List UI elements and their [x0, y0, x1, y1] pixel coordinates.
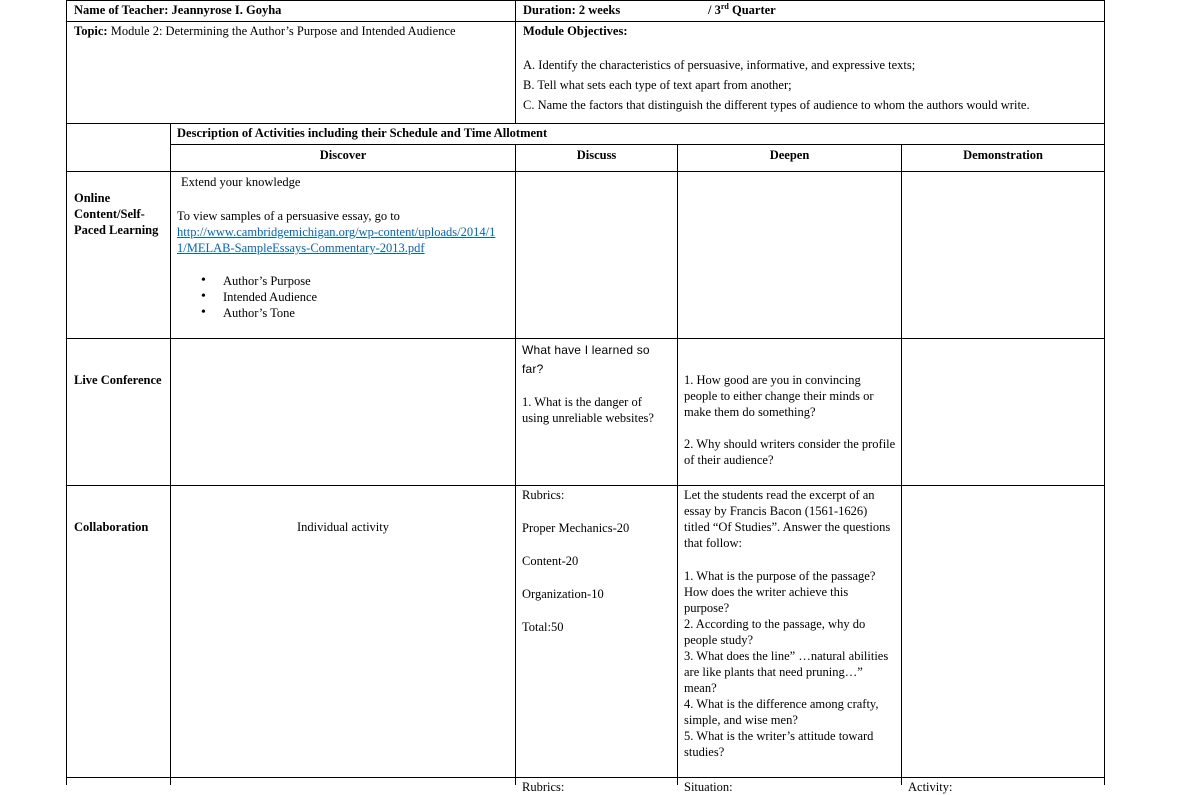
- col-divider: [901, 144, 902, 785]
- row-divider: [170, 144, 1105, 145]
- collab-deepen-cell: [684, 487, 896, 760]
- duration-label: Duration:: [523, 3, 576, 17]
- col-divider: [515, 144, 516, 785]
- deepen-intro: Let the students read the excerpt of an essay by Francis Bacon (1561-1626) titled “Of Studies”. Answer the questions that follow:: [684, 488, 891, 550]
- row-label-collaboration: Collaboration: [74, 520, 149, 534]
- row-divider: [66, 777, 1105, 778]
- duration-cell: [523, 2, 1093, 18]
- online-discover-cell: [177, 174, 511, 321]
- rubric-item: Content-20: [522, 554, 579, 568]
- sample-essay-link[interactable]: http://www.cambridgemichigan.org/wp-content/uploads/2014/11/MELAB-SampleEssays-Commentary-2013.pdf: [177, 225, 496, 255]
- deepen-question: 2. According to the passage, why do people study?: [684, 617, 866, 647]
- objective-c: C. Name the factors that distinguish the different types of audience to whom the authors would write.: [523, 98, 1030, 112]
- individual-activity: Individual activity: [297, 520, 389, 534]
- row-label-live: Live Conference: [74, 373, 162, 387]
- col-divider: [677, 144, 678, 785]
- extend-knowledge-title: Extend your knowledge: [181, 175, 301, 189]
- objective-b: B. Tell what sets each type of text apart from another;: [523, 78, 792, 92]
- table-border-left: [66, 0, 67, 785]
- topic-label: Topic:: [74, 24, 108, 38]
- topic-value: Module 2: Determining the Author’s Purpose and Intended Audience: [110, 24, 456, 38]
- rubrics-title: Rubrics:: [522, 488, 565, 502]
- duration-value: 2 weeks: [578, 3, 621, 17]
- deepen-question: 3. What does the line” …natural abilities are like plants that need pruning…” mean?: [684, 649, 889, 695]
- list-item: • Author’s Purpose: [177, 273, 511, 289]
- col-header-demonstration: Demonstration: [963, 148, 1043, 162]
- table-border-top: [66, 0, 1105, 1]
- live-discuss-cell: [522, 341, 672, 426]
- row-divider: [66, 21, 1105, 22]
- row-divider: [66, 123, 1105, 124]
- deepen-question: 1. What is the purpose of the passage? How does the writer achieve this purpose?: [684, 569, 876, 615]
- deepen-question-1: 1. How good are you in convincing people to either change their minds or make them do something?: [684, 373, 874, 419]
- row-divider: [66, 485, 1105, 486]
- next-discuss-partial: Rubrics:: [522, 780, 565, 794]
- deepen-question: 5. What is the writer’s attitude toward studies?: [684, 729, 874, 759]
- row-label-online: Online Content/Self-Paced Learning: [74, 191, 159, 237]
- row-divider: [66, 338, 1105, 339]
- discuss-question-1: 1. What is the danger of using unreliable websites?: [522, 395, 654, 425]
- learned-so-far-title: What have I learned so far?: [522, 343, 650, 376]
- objectives-label: Module Objectives:: [523, 24, 628, 38]
- discover-bullet-list: [177, 273, 511, 321]
- col-header-deepen: Deepen: [769, 148, 810, 162]
- teacher-cell: [74, 2, 510, 18]
- rubric-item: Total:50: [522, 620, 564, 634]
- teacher-name: Jeannyrose I. Goyha: [171, 3, 282, 17]
- teacher-label: Name of Teacher:: [74, 3, 169, 17]
- row-divider: [66, 171, 1105, 172]
- col-header-discover: Discover: [319, 148, 367, 162]
- col-divider: [515, 0, 516, 124]
- sample-essay-intro: To view samples of a persuasive essay, go to: [177, 209, 400, 223]
- table-border-right: [1104, 0, 1105, 785]
- deepen-question-2: 2. Why should writers consider the profile of their audience?: [684, 437, 896, 467]
- rubrics-cell: [522, 487, 672, 635]
- objectives-cell: [523, 23, 1103, 112]
- list-item: • Intended Audience: [177, 289, 511, 305]
- rubric-item: Organization-10: [522, 587, 604, 601]
- topic-cell: [74, 23, 514, 39]
- next-deepen-partial: Situation:: [684, 780, 733, 794]
- objective-a: A. Identify the characteristics of persuasive, informative, and expressive texts;: [523, 58, 916, 72]
- col-header-discuss: Discuss: [576, 148, 617, 162]
- deepen-question: 4. What is the difference among crafty, simple, and wise men?: [684, 697, 879, 727]
- list-item: • Author’s Tone: [177, 305, 511, 321]
- quarter-text: / 3rd Quarter: [708, 1, 776, 17]
- next-demo-partial: Activity:: [908, 780, 953, 794]
- live-deepen-cell: [684, 372, 896, 468]
- activities-heading: Description of Activities including their Schedule and Time Allotment: [177, 126, 548, 140]
- col-divider: [170, 123, 171, 785]
- rubric-item: Proper Mechanics-20: [522, 521, 630, 535]
